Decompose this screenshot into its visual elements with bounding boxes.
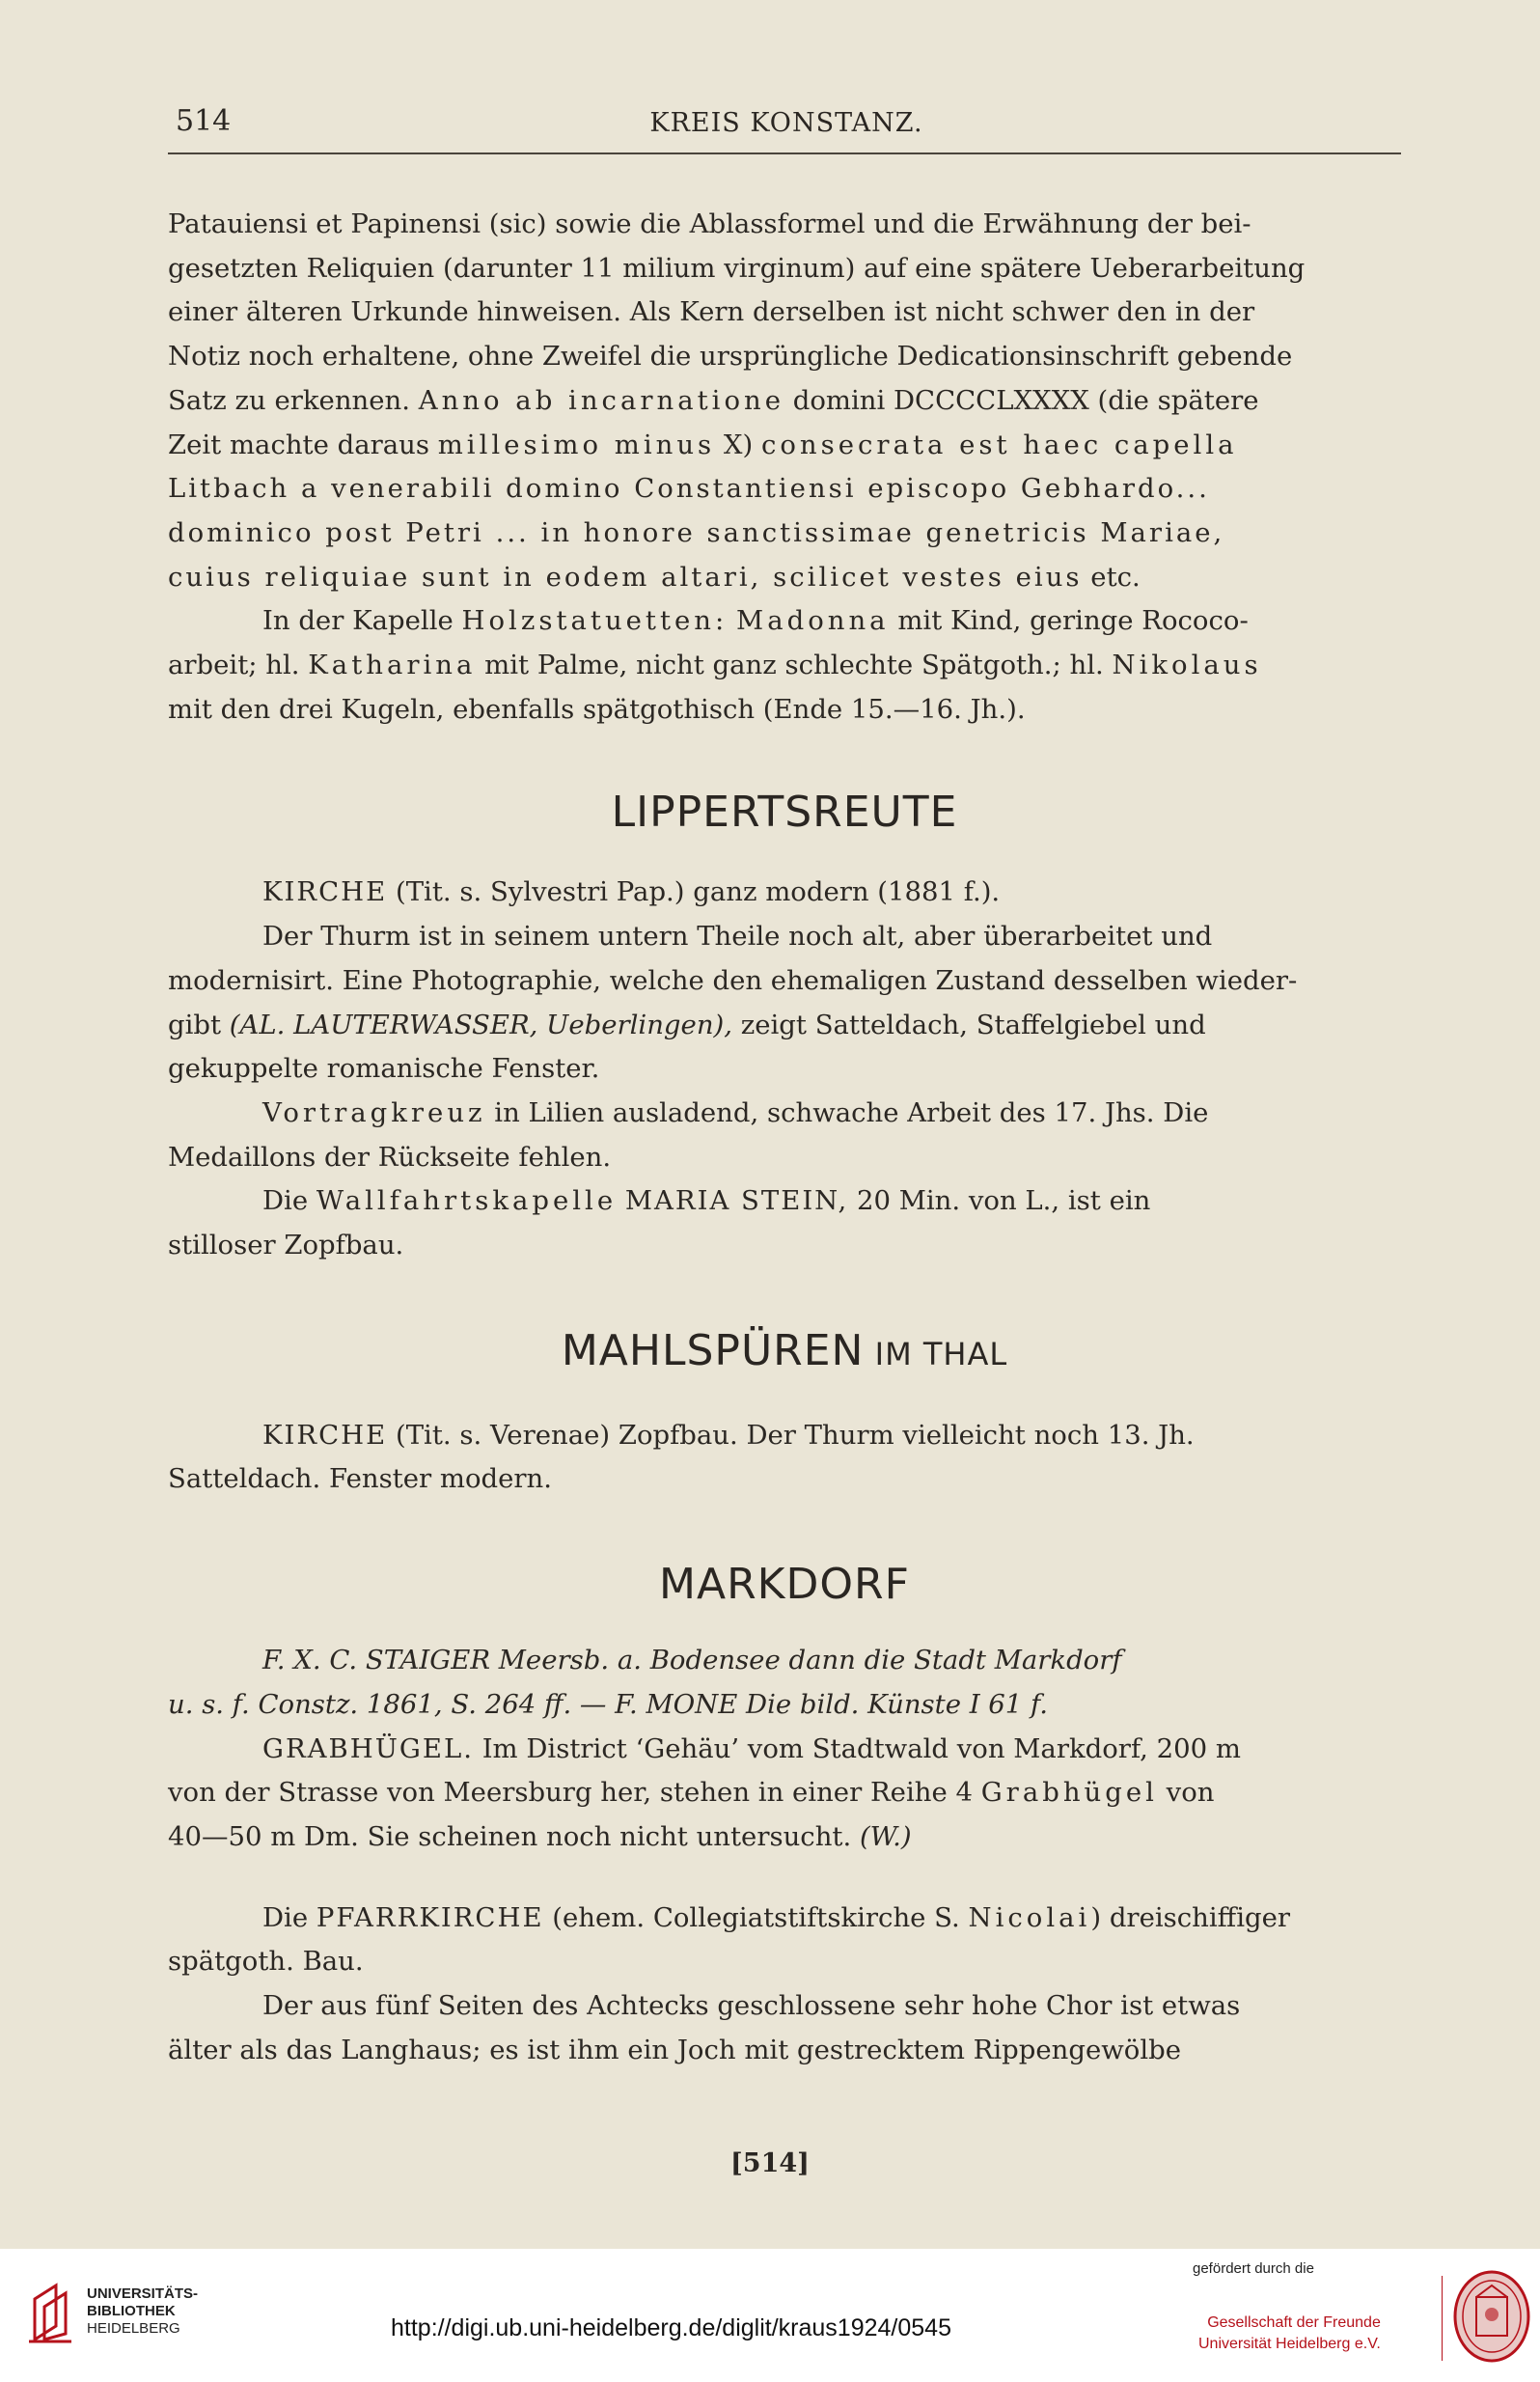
permalink-url[interactable]: http://digi.ub.uni-heidelberg.de/diglit/kraus1924/0545 xyxy=(391,2314,951,2341)
text-line: gekuppelte romanische Fenster. xyxy=(168,1053,600,1085)
paragraph-pfarrkirche xyxy=(168,1897,1401,1984)
section-title-mahlspueren xyxy=(168,1322,1401,1383)
spaced-text: Anno ab incarnatione xyxy=(418,384,784,416)
running-header xyxy=(168,104,1405,143)
text-line: X) xyxy=(715,429,761,460)
text-line: von xyxy=(1157,1777,1215,1809)
text-line xyxy=(617,1185,625,1216)
text-line: älter als das Langhaus; es ist ihm ein Joch mit gestrecktem Rippengewölbe xyxy=(168,2034,1181,2065)
small-caps-text: PFARRKIRCHE xyxy=(316,1901,544,1933)
text-line: gibt xyxy=(168,1009,230,1040)
paragraph-kirche-lippertsreute xyxy=(168,871,1401,915)
text-line: modernisirt. Eine Photographie, welche den ehemaligen Zustand desselben wieder- xyxy=(168,964,1298,996)
text-line: zeigt Satteldach, Staffelgiebel und xyxy=(732,1009,1206,1040)
text-line: Die xyxy=(262,1185,316,1217)
page-body xyxy=(168,203,1401,2073)
library-line: HEIDELBERG xyxy=(87,2320,180,2337)
paragraph-thurm xyxy=(168,915,1401,1092)
spaced-text: Nicolai xyxy=(968,1901,1091,1933)
spaced-text: consecrata est haec capella xyxy=(760,429,1238,460)
spaced-text: millesimo minus xyxy=(437,429,716,460)
running-title: KREIS KONSTANZ. xyxy=(649,108,923,138)
spaced-text: Nikolaus xyxy=(1112,650,1262,681)
spaced-text: dominico post Petri ... in honore sanctissimae genetricis Mariae, xyxy=(168,516,1225,548)
paragraph-wallfahrtskapelle xyxy=(168,1179,1401,1267)
text-line: Notiz noch erhaltene, ohne Zweifel die ursprüngliche Dedicationsinschrift gebende xyxy=(168,341,1293,373)
small-caps-text: KIRCHE xyxy=(262,1419,388,1451)
paragraph-vortragkreuz xyxy=(168,1092,1401,1179)
text-line: ) dreischiffiger xyxy=(1090,1901,1291,1933)
spaced-text: cuius reliquiae sunt in eodem altari, scilicet vestes eius xyxy=(168,561,1083,593)
text-line: Medaillons der Rückseite fehlen. xyxy=(168,1141,612,1173)
text-line: in Lilien ausladend, schwache Arbeit des 17. Jhs. Die xyxy=(485,1096,1209,1128)
paragraph-statuettes xyxy=(168,599,1401,732)
page-number: 514 xyxy=(176,104,232,138)
text-line: Patauiensi et Papinensi (sic) sowie die Ablassformel und die Erwähnung der bei- xyxy=(168,208,1251,239)
paragraph-grabhuegel xyxy=(168,1728,1401,1860)
italic-reference: (W.) xyxy=(859,1820,912,1852)
spaced-text: Vortragkreuz xyxy=(262,1096,486,1128)
paragraph-kirche-mahlspueren xyxy=(168,1414,1401,1502)
text-line: Satz zu erkennen. xyxy=(168,384,419,416)
spaced-text: Grabhügel xyxy=(980,1777,1158,1809)
text-line: mit den drei Kugeln, ebenfalls spätgothisch (Ende 15.—16. Jh.). xyxy=(168,693,1026,725)
text-line: 20 Min. von L., ist ein xyxy=(848,1185,1151,1217)
title-main: MAHLSPÜREN xyxy=(561,1325,865,1375)
text-line: (ehem. Collegiatstiftskirche S. xyxy=(543,1901,969,1933)
paragraph-chor xyxy=(168,1984,1401,2072)
library-line: BIBLIOTHEK xyxy=(87,2303,176,2319)
small-caps-text: GRABHÜGEL. xyxy=(262,1732,474,1764)
small-caps-text: MARIA STEIN, xyxy=(624,1185,849,1217)
spaced-text: Wallfahrtskapelle xyxy=(316,1185,618,1217)
paragraph-dedication xyxy=(168,203,1401,599)
footer-divider xyxy=(1442,2276,1443,2361)
text-line: Die xyxy=(262,1901,316,1933)
text-line xyxy=(728,605,736,636)
library-line: UNIVERSITÄTS- xyxy=(87,2285,199,2302)
sponsor-line: Universität Heidelberg e.V. xyxy=(1198,2336,1381,2352)
text-line: arbeit; hl. xyxy=(168,650,309,681)
text-line: Im District ‘Gehäu’ vom Stadtwald von Markdorf, 200 m xyxy=(473,1732,1241,1764)
section-title-lippertsreute: LIPPERTSREUTE xyxy=(611,788,958,838)
text-line: stilloser Zopfbau. xyxy=(168,1230,404,1261)
text-line: Satteldach. Fenster modern. xyxy=(168,1463,552,1495)
spaced-text: Madonna xyxy=(736,605,890,637)
text-line: Zeit machte daraus xyxy=(168,429,438,460)
header-rule xyxy=(168,152,1401,154)
text-line: von der Strasse von Meersburg her, stehen in einer Reihe 4 xyxy=(168,1777,981,1809)
text-line: mit Palme, nicht ganz schlechte Spätgoth.; hl. xyxy=(476,650,1113,681)
text-line: einer älteren Urkunde hinweisen. Als Kern derselben ist nicht schwer den in der xyxy=(168,296,1255,328)
text-line: gesetzten Reliquien (darunter 11 milium virginum) auf eine spätere Ueberarbeitung xyxy=(168,252,1306,284)
folio-number: [514] xyxy=(730,2148,810,2178)
spaced-text: Katharina xyxy=(308,650,477,681)
italic-reference: (AL. LAUTERWASSER, Ueberlingen), xyxy=(229,1009,732,1040)
spaced-text: Litbach a venerabili domino Constantiensi episcopo Gebhardo... xyxy=(168,473,1210,505)
text-line: In der Kapelle xyxy=(262,605,462,637)
text-line: (Tit. s. Sylvestri Pap.) ganz modern (1881 f.). xyxy=(387,876,1001,908)
spaced-text: Holzstatuetten: xyxy=(461,605,729,637)
text-line: F. X. C. STAIGER Meersb. a. Bodensee dann die Stadt Markdorf xyxy=(262,1645,1122,1676)
sponsor-label: gefördert durch die xyxy=(1193,2260,1314,2277)
text-line: etc. xyxy=(1082,561,1141,593)
footer-bar xyxy=(0,2249,1540,2382)
library-name xyxy=(87,2285,198,2338)
section-title-markdorf: MARKDORF xyxy=(659,1560,910,1610)
sponsor-line: Gesellschaft der Freunde xyxy=(1207,2314,1381,2331)
sponsor-name xyxy=(1198,2313,1381,2355)
text-line: Der Thurm ist in seinem untern Theile noch alt, aber überarbeitet und xyxy=(262,921,1213,953)
text-line: mit Kind, geringe Rococo- xyxy=(889,605,1249,637)
text-line: u. s. f. Constz. 1861, S. 264 ff. — F. MONE Die bild. Künste I 61 f. xyxy=(168,1688,1048,1720)
paragraph-gap xyxy=(168,1860,1401,1897)
text-line: (Tit. s. Verenae) Zopfbau. Der Thurm vielleicht noch 13. Jh. xyxy=(387,1419,1195,1451)
library-logo-icon xyxy=(27,2282,77,2343)
text-line: domini DCCCCLXXXX (die spätere xyxy=(784,384,1259,416)
literature-reference xyxy=(168,1639,1401,1727)
text-line: 40—50 m Dm. Sie scheinen noch nicht untersucht. xyxy=(168,1820,860,1852)
text-line: Der aus fünf Seiten des Achtecks geschlossene sehr hohe Chor ist etwas xyxy=(262,1990,1241,2022)
text-line: spätgoth. Bau. xyxy=(168,1946,364,1978)
title-small: IM THAL xyxy=(864,1335,1008,1372)
university-seal-icon xyxy=(1451,2268,1532,2365)
small-caps-text: KIRCHE xyxy=(262,876,388,908)
